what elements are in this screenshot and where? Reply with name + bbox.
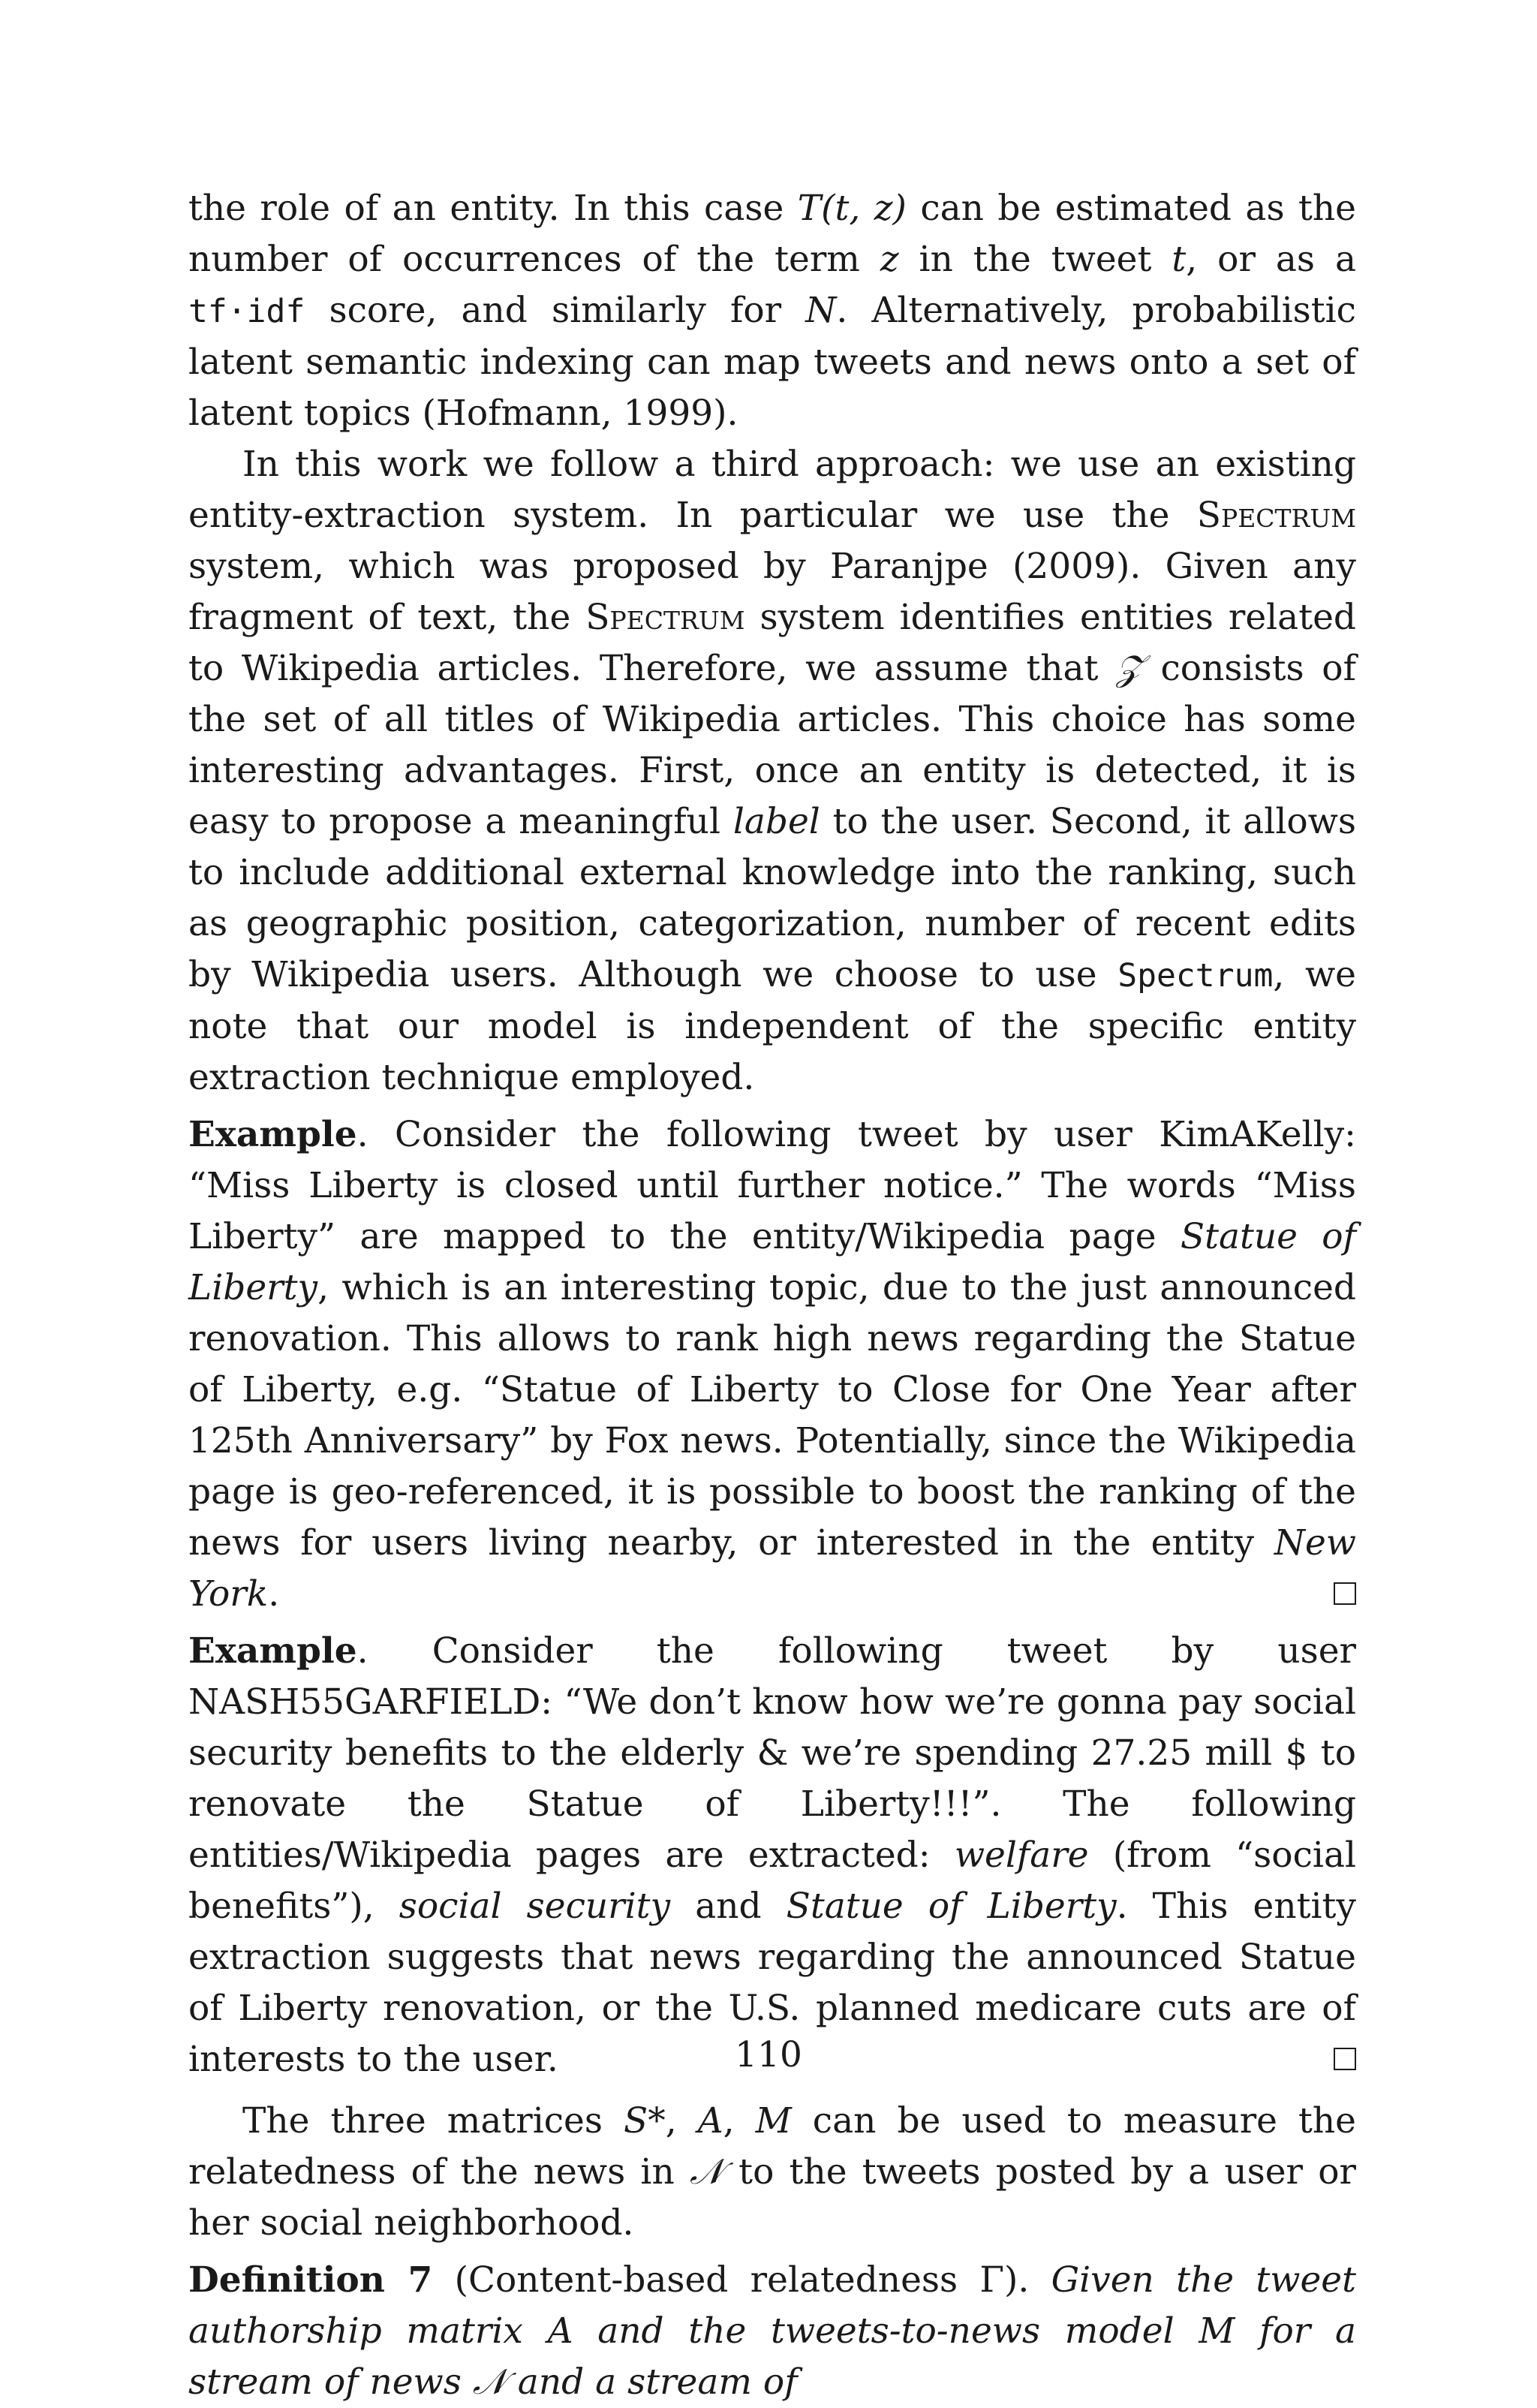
math-M: M <box>1199 2310 1235 2352</box>
text: system, which was proposed by Paranjpe (2009). Given any fragment of text, the <box>188 546 1356 638</box>
emphasis-new-york: New York <box>188 1522 1356 1615</box>
smallcaps-spectrum: Spectrum <box>585 597 745 638</box>
math-calligraphic-N: 𝒩 <box>472 2361 507 2403</box>
math-A: A <box>547 2310 573 2352</box>
text: . <box>268 1573 280 1615</box>
text: , which is an interesting topic, due to the just announced renovation. This allows to rank high news regarding the Statue of Liberty, e.g. “Statue of Liberty to Close for One Year after 125th Anniversary” by Fox news. Potentially, since the Wikipedia page is geo-referenced, it is possible to boost the ranking of the news for users living nearby, or interested in the entity <box>188 1267 1356 1564</box>
text: , or as a <box>1186 239 1357 280</box>
text: (from “social benefits”), <box>188 1835 1356 1927</box>
text: in the tweet <box>898 239 1172 280</box>
definition-7 <box>188 2255 1356 2408</box>
paragraph-three-matrices <box>188 2096 1356 2249</box>
text: consists of the set of all titles of Wikipedia articles. This choice has some interesting advantages. First, once an entity is detected, it is easy to propose a meaningful <box>188 648 1356 842</box>
definition-heading: Definition 7 <box>188 2259 433 2301</box>
text: In this work we follow a third approach: we use an existing entity-extraction system. In particular we use the <box>188 444 1356 536</box>
math-M: M <box>755 2100 792 2142</box>
text: . Alternatively, probabilistic latent semantic indexing can map tweets and news onto a set of latent topics (Hofmann, 1999). <box>188 290 1356 434</box>
code-tfidf: tf·idf <box>188 293 305 330</box>
text: the role of an entity. In this case <box>188 188 798 229</box>
example-heading: Example <box>188 1630 357 1672</box>
text: system identifies entities related to Wikipedia articles. Therefore, we assume that <box>188 597 1356 689</box>
definition-title: (Content-based relatedness Γ). <box>432 2259 1030 2301</box>
paragraph-third-approach <box>188 439 1356 1103</box>
definition-text: and a stream of <box>506 2361 798 2403</box>
text: to the tweets posted by a user or her social neighborhood. <box>188 2151 1356 2244</box>
text: can be used to measure the relatedness of the news in <box>188 2100 1356 2193</box>
emphasis-statue-of-liberty: Statue of Liberty <box>188 1216 1356 1308</box>
text: The three matrices <box>242 2100 624 2142</box>
example-miss-liberty <box>188 1109 1356 1620</box>
qed-square-icon <box>1334 1582 1356 1605</box>
paragraph-entity-role <box>188 183 1356 439</box>
math-t: t <box>1172 239 1187 280</box>
text: and <box>670 1886 787 1927</box>
emphasis-social-security: social security <box>399 1886 671 1927</box>
math-calligraphic-Z: 𝒵 <box>1116 648 1143 689</box>
text: . Consider the following tweet by user KimAKelly: “Miss Liberty is closed until further notice.” The words “Miss Liberty” are mapped to the entity/Wikipedia page <box>188 1114 1356 1257</box>
page-number: 110 <box>735 2034 802 2075</box>
text: . This entity extraction suggests that news regarding the announced Statue of Liberty renovation, or the U.S. planned medicare cuts are of interests to the user. <box>188 1886 1356 2080</box>
math-calligraphic-N: 𝒩 <box>689 2151 723 2193</box>
text: , <box>665 2100 698 2142</box>
definition-text: Given the tweet authorship matrix <box>188 2259 1356 2352</box>
example-heading: Example <box>188 1114 357 1155</box>
code-spectrum: Spectrum <box>1117 957 1274 995</box>
text: to the user. Second, it allows to include additional external knowledge into the ranking, such as geographic position, categorization, number of recent edits by Wikipedia users. Although we choose to use <box>188 801 1356 995</box>
example-nash55garfield <box>188 1626 1356 2085</box>
math-N: N <box>805 290 837 331</box>
math-A: A <box>697 2100 723 2142</box>
smallcaps-spectrum: Spectrum <box>1196 495 1356 536</box>
emphasis-statue-of-liberty: Statue of Liberty <box>786 1886 1117 1927</box>
text: , we note that our model is independent of the specific entity extraction technique employed. <box>188 954 1356 1098</box>
emphasis-label: label <box>732 801 820 842</box>
emphasis-welfare: welfare <box>954 1835 1089 1876</box>
definition-text: and the tweets-to-news model <box>573 2310 1199 2352</box>
math-S-star: S* <box>624 2100 666 2142</box>
text: , <box>723 2100 756 2142</box>
text: . Consider the following tweet by user NASH55GARFIELD: “We don’t know how we’re gonna pay social security benefits to the elderly & we’re spending 27.25 mill $ to renovate the Statue of Liberty!!!”. The following entities/Wikipedia pages are extracted: <box>188 1630 1356 1876</box>
text: can be estimated as the number of occurrences of the term <box>188 188 1356 280</box>
math-T-t-z: T(t, z) <box>797 188 907 229</box>
text: score, and similarly for <box>305 290 806 331</box>
definition-text: for a stream of news <box>188 2310 1356 2403</box>
math-z: z <box>880 239 899 280</box>
